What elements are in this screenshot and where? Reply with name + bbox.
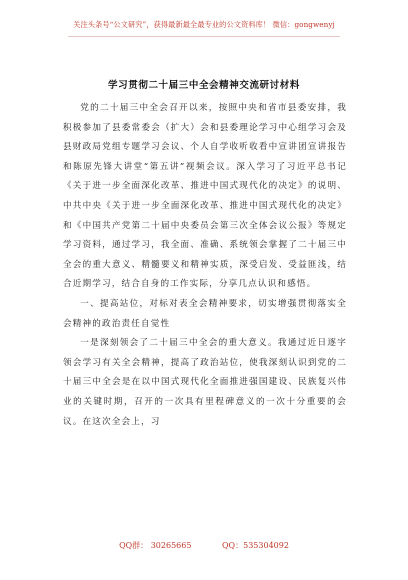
document-body xyxy=(63,99,347,432)
body-paragraph-point-one: 一是深刻领会了二十届三中全会的重大意义。我通过近日逐字领会学习有关全会精神，提高了政治站位，使我深刻认识到党的二十届三中全会是在以中国式现代化全面推进强国建设、民族复兴伟业的关键时期，召开的一次具有里程碑意义的一次十分重要的会议。在这次全会上，习 xyxy=(63,338,347,427)
body-paragraph-section-heading: 一、提高站位，对标对表全会精神要求，切实增强贯彻落实全会精神的政治责任自觉性 xyxy=(63,298,347,329)
header-promo-note: 关注头条号“公文研究”，获得最新最全最专业的公文资料库！ 微信：gongwenyj xyxy=(73,20,335,29)
body-paragraph-intro: 党的二十届三中全会召开以来，按照中央和省市县委安排，我积极参加了县委常委会（扩大）会和县委理论学习中心组学习会及县财政局党组专题学习会议、个人自学收听收看中宣讲团宣讲报告和陈原先锋大讲堂“第五讲”视频会议。深入学习了习近平总书记《关于进一步全面深化改革、推进中国式现代化的决定》的说明、中共中央《关于进一步全面深化改革、推进中国式现代化的决定》和《中国共产党第二十届中央委员会第三次全体会议公报》等规定学习资料，通过学习，我全面、准确、系统领会掌握了二十届三中全会的重大意义、精髓要义和精神实质，深受启发、受益匪浅，结合近期学习，结合自身的工作实际，分享几点认识和感悟。 xyxy=(63,103,347,290)
document-title: 学习贯彻二十届三中全会精神交流研讨材料 xyxy=(108,80,300,91)
header-divider xyxy=(68,36,340,37)
footer-qq-number: QQ：535304092 xyxy=(222,541,289,550)
footer-contact xyxy=(0,540,408,551)
footer-qq-group: QQ群： 30265665 xyxy=(119,541,192,550)
